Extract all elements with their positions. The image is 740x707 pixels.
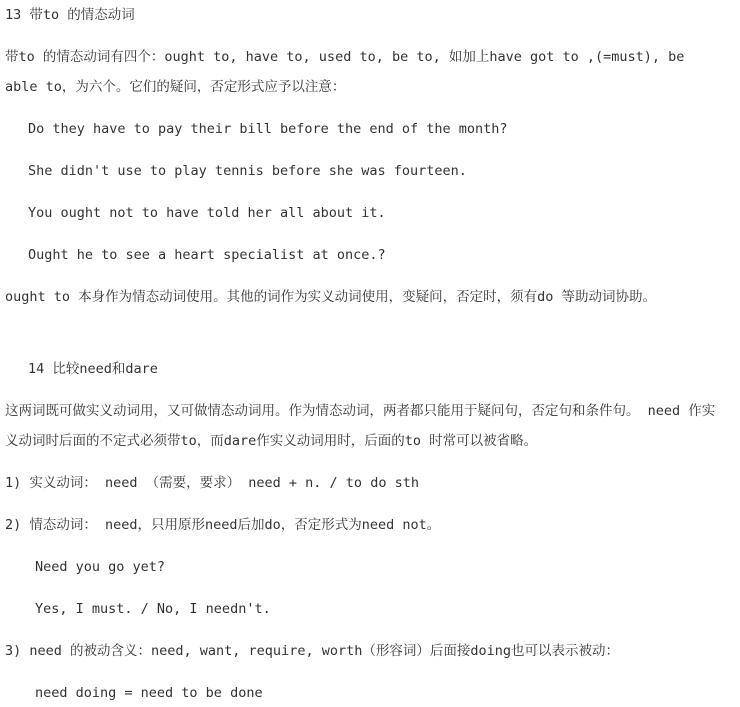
list-item-1: 1) 实义动词： need （需要，要求） need + n. / to do sth — [5, 475, 419, 491]
list-item-3: 3) need 的被动含义：need, want, require, worth（形容词）后面接doing也可以表示被动： — [5, 643, 619, 659]
example-sentence-1: Do they have to pay their bill before the end of the month? — [28, 121, 508, 137]
section-13-heading: 13 带to 的情态动词 — [5, 7, 135, 23]
example-sentence-3: You ought not to have told her all about it. — [28, 205, 386, 221]
example-sentence-2: She didn't use to play tennis before she was fourteen. — [28, 163, 467, 179]
example-sentence-5: Need you go yet? — [35, 559, 166, 575]
section-14-intro-paragraph: 这两词既可做实义动词用，又可做情态动词用。作为情态动词，两者都只能用于疑问句，否定句和条件句。 need 作实义动词时后面的不定式必须带to，而dare作实义动词用时，后面的to 时常可以被省略。 — [5, 403, 716, 449]
list-item-2: 2) 情态动词： need，只用原形need后加do，否定形式为need not。 — [5, 517, 441, 533]
section-13-intro-paragraph: 带to 的情态动词有四个：ought to, have to, used to, be to, 如加上have got to ,(=must), be able to，为六个。它们的疑问，否定形式应予以注意： — [5, 49, 685, 95]
section-14-heading: 14 比较need和dare — [28, 361, 158, 377]
example-sentence-6: Yes, I must. / No, I needn't. — [35, 601, 271, 617]
example-sentence-7: need doing = need to be done — [35, 685, 263, 701]
example-sentence-4: Ought he to see a heart specialist at once.? — [28, 247, 386, 263]
section-13-note-paragraph: ought to 本身作为情态动词使用。其他的词作为实义动词使用，变疑问，否定时，须有do 等助动词协助。 — [5, 289, 657, 305]
